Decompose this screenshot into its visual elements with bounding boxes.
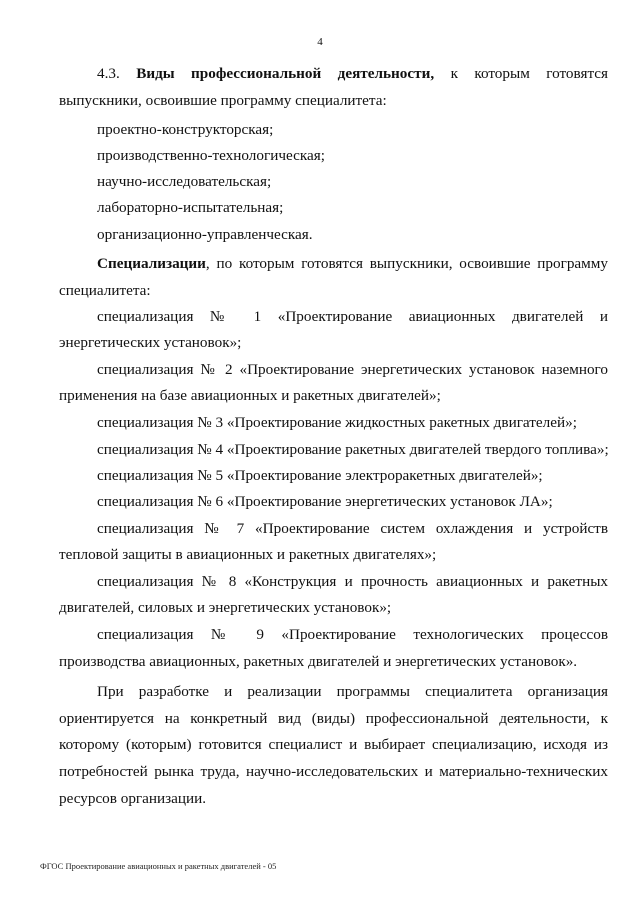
section-heading-rest: к которым готовятся [450, 65, 608, 82]
specialization-line: специализация № 9 «Проектирование технологических процессов [97, 626, 608, 643]
section-number: 4.3. [97, 65, 120, 82]
specialization-line: специализация № 8 «Конструкция и прочность авиационных и ракетных [97, 573, 608, 590]
specialization-line: специализация № 2 «Проектирование энергетических установок наземного [97, 361, 608, 378]
activity-item: научно-исследовательская; [97, 173, 272, 190]
section-heading-cont: выпускники, освоившие программу специалитета: [59, 92, 387, 109]
paragraph-line: ориентируется на конкретный вид (виды) профессиональной деятельности, к [59, 710, 608, 727]
activity-item: организационно-управленческая. [97, 226, 313, 243]
paragraph-line: потребностей рынка труда, научно-исследовательских и материально-технических [59, 763, 608, 780]
specializations-intro-cont: специалитета: [59, 282, 151, 299]
specialization-line: специализация № 4 «Проектирование ракетных двигателей твердого топлива»; [97, 441, 609, 458]
section-heading-line [97, 65, 608, 83]
specialization-line: специализация № 6 «Проектирование энергетических установок ЛА»; [97, 493, 553, 510]
paragraph-line: ресурсов организации. [59, 790, 207, 807]
specialization-line: специализация № 7 «Проектирование систем охлаждения и устройств [97, 520, 608, 537]
specializations-intro-text: , по которым готовятся выпускники, освоившие программу [205, 255, 608, 272]
specialization-line: специализация № 1 «Проектирование авиационных двигателей и [97, 308, 608, 325]
specialization-line: тепловой защиты в авиационных и ракетных двигателях»; [59, 546, 437, 563]
activity-item: лабораторно-испытательная; [97, 199, 284, 216]
specialization-line: специализация № 5 «Проектирование электроракетных двигателей»; [97, 467, 543, 484]
page-number: 4 [317, 36, 323, 48]
activity-item: производственно-технологическая; [97, 147, 325, 164]
specialization-line: применения на базе авиационных и ракетных двигателей»; [59, 387, 441, 404]
specialization-line: двигателей, силовых и энергетических установок»; [59, 599, 392, 616]
specialization-line: энергетических установок»; [59, 334, 242, 351]
specialization-line: специализация № 3 «Проектирование жидкостных ракетных двигателей»; [97, 414, 577, 431]
specialization-line: производства авиационных, ракетных двигателей и энергетических установок». [59, 653, 578, 670]
paragraph-line: которому (которым) готовится специалист и выбирает специализацию, исходя из [59, 736, 608, 753]
section-heading: Виды профессиональной деятельности, [136, 65, 435, 82]
footer: ФГОС Проектирование авиационных и ракетных двигателей - 05 [40, 861, 277, 871]
paragraph-line: При разработке и реализации программы специалитета организация [97, 683, 608, 700]
specializations-heading: Специализации [97, 255, 206, 272]
activity-item: проектно-конструкторская; [97, 121, 274, 138]
specializations-intro [97, 255, 608, 273]
